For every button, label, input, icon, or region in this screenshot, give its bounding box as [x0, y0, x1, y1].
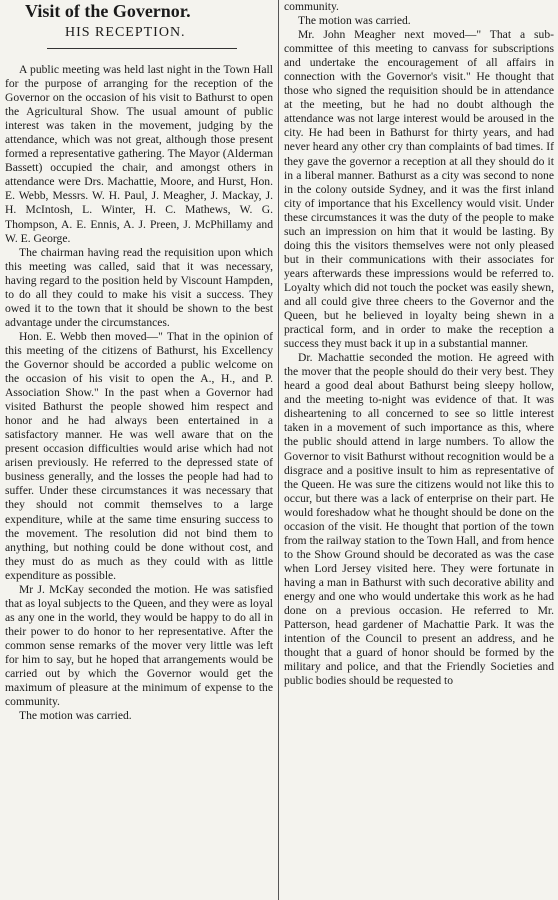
paragraph-chairman: The chairman having read the requisition upon which this meeting was called, said that it was necessary, having regard to the position held by Viscount Hampden, to do all they could to make his visit a success. They owed it to the town that it should be shown to the best advantage under the circumstances. — [5, 245, 273, 329]
right-column — [284, 0, 554, 688]
paragraph-mckay-seconded: Mr J. McKay seconded the motion. He was satisfied that as loyal subjects to the Queen, and they were as loyal as any one in the world, they would be happy to do all in their power to do honor to her representative. After the common sense remarks of the mover very little was left for him to say, but he hoped that arrangements would be carried out by which the Governor would get the maximum of pleasure at the minimum of expense to the community. — [5, 582, 273, 709]
left-column — [5, 0, 273, 723]
paragraph-webb-motion: Hon. E. Webb then moved—" That in the opinion of this meeting of the citizens of Bathurst, his Excellency the Governor should be accorded a public welcome on the occasion of his visit to open the A., H., and P. Association Show." In the past when a Governor had visited Bathurst the people showed him respect and honor and he had always been entertained in a satisfactory manner. He was well aware that on the present occasion difficulties would arise which had not arisen previously. He referred to the depressed state of business generally, and the losses the people had had to suffer. Under these circumstances it was necessary that they should not commit themselves to a large expenditure, while at the same time ensuring success to the movement. The resolution did not bind them to anything, but nothing could be done without cost, and they must do as much as they could with as little expenditure as possible. — [5, 329, 273, 582]
paragraph-machattie-seconded: Dr. Machattie seconded the motion. He agreed with the mover that the people should do their very best. They heard a good deal about Bathurst being sleepy hollow, and the meeting to-night was evidence of that. It was disheartening to all concerned to see so little interest taken in a movement of such importance as this, where the public should attend in large numbers. To allow the Governor to visit Bathurst without recognition would be a disgrace and a positive insult to him as representative of the Queen. He was sure the citizens would not like this to occur, but there was a lack of enterprise on their part. He would foreshadow what he thought should be done on the occasion of the visit. He thought that portion of the town from the railway station to the Town Hall, and from hence to the Show Ground should be decorated as was the case when Lord Jersey visited here. They were fortunate in having a man in Bathurst with such decorative ability and energy and one who would undertake this work as he had done on a previous occasion. He referred to Mr. Patterson, head gardener of Machattie Park. It was the intention of the Council to present an address, and he thought that a guard of honor should be formed by the military and police, and that the Friendly Societies and public bodies should be requested to — [284, 351, 554, 688]
paragraph-motion-carried-left: The motion was carried. — [19, 709, 132, 723]
paragraph-motion-carried-right: The motion was carried. — [298, 14, 411, 28]
paragraph-intro: A public meeting was held last night in the Town Hall for the purpose of arranging for the reception of the Governor on the occasion of his visit to Bathurst to open the Agricultural Show. The usual amount of public interest was taken in the movement, judging by the attendance, which was not great, although those present formed a representative gathering. The Mayor (Alderman Bassett) occupied the chair, and amongst others in attendance were Drs. Machattie, Moore, and Hurst, Hon. E. Webb, Messrs. W. H. Paul, J. Meagher, J. Mackay, J. H. McIntosh, L. Winter, H. C. Mathews, W. G. Thompson, A. E. Ennis, A. J. Preen, J. McPhillamy and W. E. George. — [5, 63, 273, 245]
heading-rule — [47, 48, 237, 49]
article-headline: Visit of the Governor. — [25, 1, 191, 21]
column-divider — [278, 0, 279, 900]
paragraph-meagher-motion: Mr. John Meagher next moved—" That a sub-committee of this meeting to canvass for subscriptions and undertake the encouragement of all affairs in connection with the Governor's visit." He thought that those who signed the requisition should be in attendance at the meeting, but he had no doubt although the attendance was not large interest would be aroused in the city. He had been in Bathurst for thirty years, and had never heard any other cry than complaints of bad times. If they gave the governor a reception at all they should do it in a liberal manner. Bathurst as a city was second to none in the colony outside Sydney, and it was the first inland city of importance that his Excellency would visit. Under these circumstances it was the duty of the people to make such an impression on him that it would be lasting. By doing this the visitors themselves were not only pleased but in their communications with their associates for years afterwards these impressions would be referred to. Loyalty which did not touch the pocket was easily shewn, and all could give three cheers to the Governor and the Queen, but he believed in loyalty being shewn in a practical form, and in order to make the reception a success they must back it up in a substantial manner. — [284, 28, 554, 351]
article-subheading: HIS RECEPTION. — [65, 25, 186, 40]
paragraph-continuation: community. — [284, 0, 339, 13]
